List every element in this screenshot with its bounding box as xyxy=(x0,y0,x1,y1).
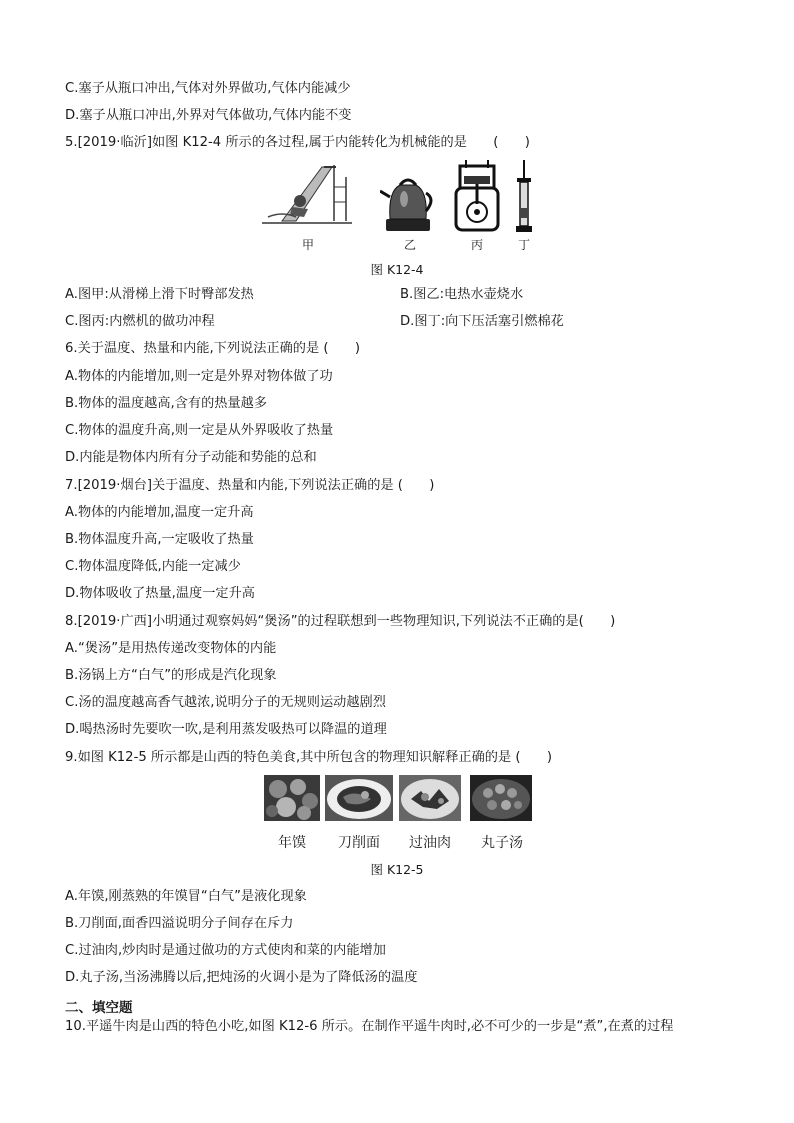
wanzitang-photo xyxy=(470,775,532,821)
q8-option-b: B.汤锅上方“白气”的形成是汽化现象 xyxy=(65,668,277,683)
figure-label-yi: 乙 xyxy=(403,238,416,252)
q9-option-b: B.刀削面,面香四溢说明分子间存在斥力 xyxy=(65,916,294,931)
food-label-nianmo: 年馍 xyxy=(278,835,306,851)
guoyourou-photo xyxy=(399,775,461,821)
daoxiaomian-photo xyxy=(325,775,393,821)
q7-option-a: A.物体的内能增加,温度一定升高 xyxy=(65,505,254,520)
q4-option-d: D.塞子从瓶口冲出,外界对气体做功,气体内能不变 xyxy=(65,108,352,123)
q5-option-a: A.图甲:从滑梯上滑下时臀部发热 xyxy=(65,287,254,302)
q10-stem: 10.平遥牛肉是山西的特色小吃,如图 K12-6 所示。在制作平遥牛肉时,必不可少的一步是“煮”,在煮的过程 xyxy=(65,1019,674,1034)
engine-figure xyxy=(454,158,500,232)
q5-option-c: C.图丙:内燃机的做功冲程 xyxy=(65,314,215,329)
q8-stem: 8.[2019·广西]小明通过观察妈妈“煲汤”的过程联想到一些物理知识,下列说法不正确的是( ) xyxy=(65,614,616,629)
q8-option-d: D.喝热汤时先要吹一吹,是利用蒸发吸热可以降温的道理 xyxy=(65,722,387,737)
slide-figure xyxy=(262,157,352,232)
nianmo-photo xyxy=(264,775,320,821)
q6-option-c: C.物体的温度升高,则一定是从外界吸收了热量 xyxy=(65,423,334,438)
q8-option-a: A.“煲汤”是用热传递改变物体的内能 xyxy=(65,641,277,656)
figure-caption-k12-4: 图 K12-4 xyxy=(370,262,424,277)
q7-option-b: B.物体温度升高,一定吸收了热量 xyxy=(65,532,254,547)
q6-stem: 6.关于温度、热量和内能,下列说法正确的是 ( ) xyxy=(65,341,361,356)
section-heading-fill-in: 二、填空题 xyxy=(65,1000,133,1016)
q9-option-d: D.丸子汤,当汤沸腾以后,把炖汤的火调小是为了降低汤的温度 xyxy=(65,970,418,985)
figure-label-bing: 丙 xyxy=(470,238,483,252)
food-label-daoxiaomian: 刀削面 xyxy=(338,835,380,851)
q7-option-d: D.物体吸收了热量,温度一定升高 xyxy=(65,586,255,601)
q4-option-c: C.塞子从瓶口冲出,气体对外界做功,气体内能减少 xyxy=(65,81,351,96)
kettle-figure xyxy=(380,167,438,233)
q5-option-b: B.图乙:电热水壶烧水 xyxy=(400,287,524,302)
figure-caption-k12-5: 图 K12-5 xyxy=(370,862,424,877)
q6-option-a: A.物体的内能增加,则一定是外界对物体做了功 xyxy=(65,369,333,384)
q9-stem: 9.如图 K12-5 所示都是山西的特色美食,其中所包含的物理知识解释正确的是 ( ) xyxy=(65,750,553,765)
q9-option-c: C.过油肉,炒肉时是通过做功的方式使肉和菜的内能增加 xyxy=(65,943,386,958)
q5-option-d: D.图丁:向下压活塞引燃棉花 xyxy=(400,314,564,329)
q5-stem: 5.[2019·临沂]如图 K12-4 所示的各过程,属于内能转化为机械能的是 ( ) xyxy=(65,135,530,150)
figure-label-ding: 丁 xyxy=(517,238,530,252)
food-label-guoyourou: 过油肉 xyxy=(409,835,451,851)
q9-option-a: A.年馍,刚蒸熟的年馍冒“白气”是液化现象 xyxy=(65,889,307,904)
q6-option-d: D.内能是物体内所有分子动能和势能的总和 xyxy=(65,450,317,465)
figure-label-jia: 甲 xyxy=(301,238,314,252)
q8-option-c: C.汤的温度越高香气越浓,说明分子的无规则运动越剧烈 xyxy=(65,695,386,710)
syringe-figure xyxy=(512,160,536,234)
food-label-wanzitang: 丸子汤 xyxy=(481,835,523,851)
q6-option-b: B.物体的温度越高,含有的热量越多 xyxy=(65,396,268,411)
q7-option-c: C.物体温度降低,内能一定减少 xyxy=(65,559,241,574)
q7-stem: 7.[2019·烟台]关于温度、热量和内能,下列说法正确的是 ( ) xyxy=(65,478,435,493)
